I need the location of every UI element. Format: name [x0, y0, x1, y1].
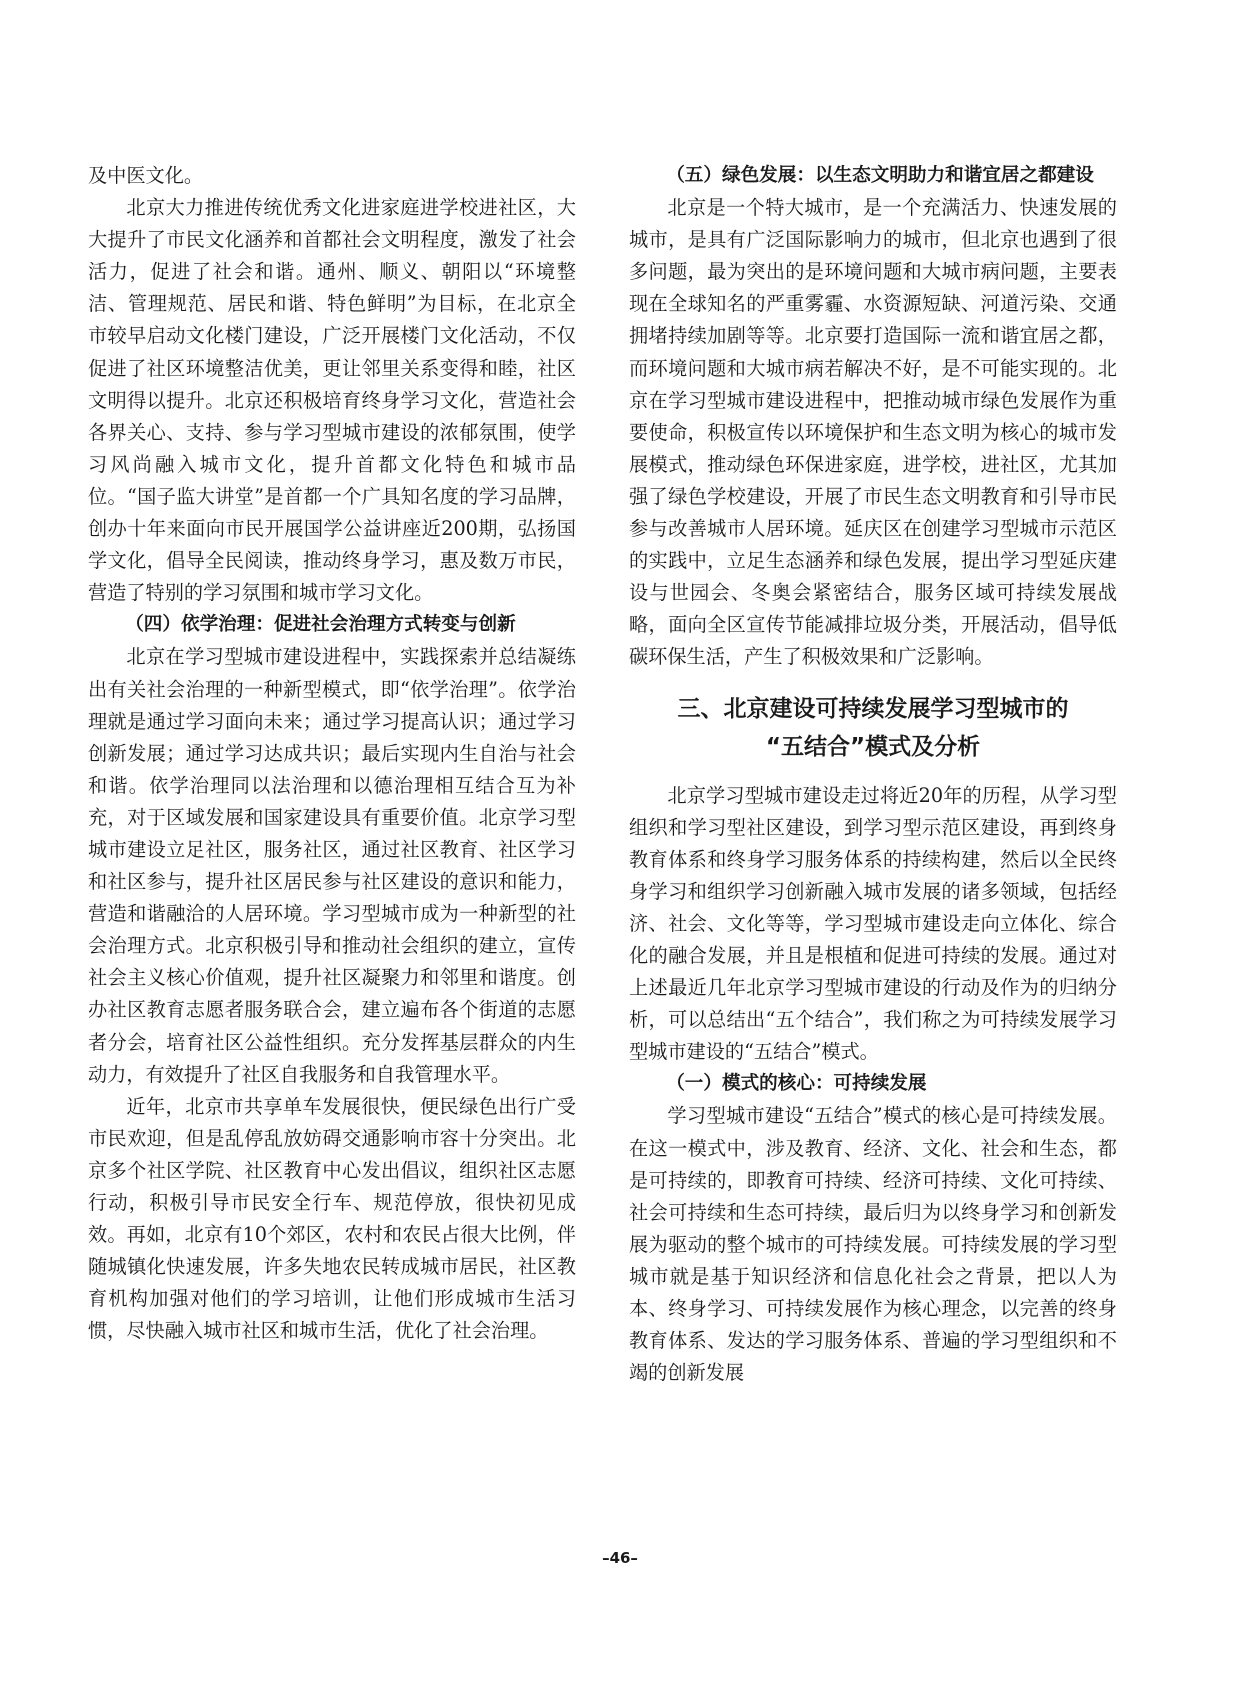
- paragraph-core: 学习型城市建设“五结合”模式的核心是可持续发展。在这一模式中，涉及教育、经济、文化、社会和生态，都是可持续的，即教育可持续、经济可持续、文化可持续、社会可持续和生态可持续，最后归为以终身学习和创新发展为驱动的整个城市的可持续发展。可持续发展的学习型城市就是基于知识经济和信息化社会之背景，把以人为本、终身学习、可持续发展作为核心理念，以完善的终身教育体系、发达的学习服务体系、普遍的学习型组织和不竭的创新发展: [629, 1104, 1117, 1385]
- left-column: [88, 160, 576, 1347]
- section-heading: [629, 690, 1117, 766]
- page-number: –46–: [602, 1549, 638, 1567]
- paragraph-shared-bikes: 近年，北京市共享单车发展很快，便民绿色出行广受市民欢迎，但是乱停乱放妨碍交通影响市容十分突出。北京多个社区学院、社区教育中心发出倡议，组织社区志愿行动，积极引导市民安全行车、规范停放，很快初见成效。再如，北京有10个郊区，农村和农民占很大比例，伴随城镇化快速发展，许多失地农民转成城市居民，社区教育机构加强对他们的学习培训，让他们形成城市生活习惯，尽快融入城市社区和城市生活，优化了社会治理。: [88, 1094, 576, 1343]
- paragraph-green-development: 北京是一个特大城市，是一个充满活力、快速发展的城市，是具有广泛国际影响力的城市，但北京也遇到了很多问题，最为突出的是环境问题和大城市病问题，主要表现在全球知名的严重雾霾、水资源短缺、河道污染、交通拥堵持续加剧等等。北京要打造国际一流和谐宜居之都，而环境问题和大城市病若解决不好，是不可能实现的。北京在学习型城市建设进程中，把推动城市绿色发展作为重要使命，积极宣传以环境保护和生态文明为核心的城市发展模式，推动绿色环保进家庭，进学校，进社区，尤其加强了绿色学校建设，开展了市民生态文明教育和引导市民参与改善城市人居环境。延庆区在创建学习型城市示范区的实践中，立足生态涵养和绿色发展，提出学习型延庆建设与世园会、冬奥会紧密结合，服务区域可持续发展战略，面向全区宣传节能减排垃圾分类，开展活动，倡导低碳环保生活，产生了积极效果和广泛影响。: [629, 196, 1117, 669]
- paragraph-continuation: 及中医文化。: [88, 164, 204, 187]
- right-column: [629, 160, 1117, 1389]
- paragraph-traditional-culture: 北京大力推进传统优秀文化进家庭进学校进社区，大大提升了市民文化涵养和首都社会文明程度，激发了社会活力，促进了社会和谐。通州、顺义、朝阳以“环境整洁、管理规范、居民和谐、特色鲜明”为目标，在北京全市较早启动文化楼门建设，广泛开展楼门文化活动，不仅促进了社区环境整洁优美，更让邻里关系变得和睦，社区文明得以提升。北京还积极培育终身学习文化，营造社会各界关心、支持、参与学习型城市建设的浓郁氛围，使学习风尚融入城市文化，提升首都文化特色和城市品位。“国子监大讲堂”是首都一个广具知名度的学习品牌，创办十年来面向市民开展国学公益讲座近200期，弘扬国学文化，倡导全民阅读，推动终身学习，惠及数万市民，营造了特别的学习氛围和城市学习文化。: [88, 196, 576, 605]
- paragraph-five-combinations: 北京学习型城市建设走过将近20年的历程，从学习型组织和学习型社区建设，到学习型示范区建设，再到终身教育体系和终身学习服务体系的持续构建，然后以全民终身学习和组织学习创新融入城市发展的诸多领域，包括经济、社会、文化等等，学习型城市建设走向立体化、综合化的融合发展，并且是根植和促进可持续的发展。通过对上述最近几年北京学习型城市建设的行动及作为的归纳分析，可以总结出“五个结合”，我们称之为可持续发展学习型城市建设的“五结合”模式。: [629, 783, 1117, 1064]
- paragraph-governance: 北京在学习型城市建设进程中，实践探索并总结凝练出有关社会治理的一种新型模式，即“依学治理”。依学治理就是通过学习面向未来；通过学习提高认识；通过学习创新发展；通过学习达成共识；最后实现内生自治与社会和谐。依学治理同以法治理和以德治理相互结合互为补充，对于区域发展和国家建设具有重要价值。北京学习型城市建设立足社区，服务社区，通过社区教育、社区学习和社区参与，提升社区居民参与社区建设的意识和能力，营造和谐融洽的人居环境。学习型城市成为一种新型的社会治理方式。北京积极引导和推动社会组织的建立，宣传社会主义核心价值观，提升社区凝聚力和邻里和谐度。创办社区教育志愿者服务联合会，建立遍布各个街道的志愿者分会，培育社区公益性组织。充分发挥基层群众的内生动力，有效提升了社区自我服务和自我管理水平。: [88, 645, 576, 1086]
- section-heading-line1: 三、北京建设可持续发展学习型城市的: [677, 695, 1069, 722]
- section-heading-line2: “五结合”模式及分析: [765, 733, 981, 760]
- subheading-green-development: （五）绿色发展：以生态文明助力和谐宜居之都建设: [666, 165, 1094, 186]
- subheading-governance: （四）依学治理：促进社会治理方式转变与创新: [125, 614, 516, 636]
- subheading-core: （一）模式的核心：可持续发展: [666, 1073, 927, 1095]
